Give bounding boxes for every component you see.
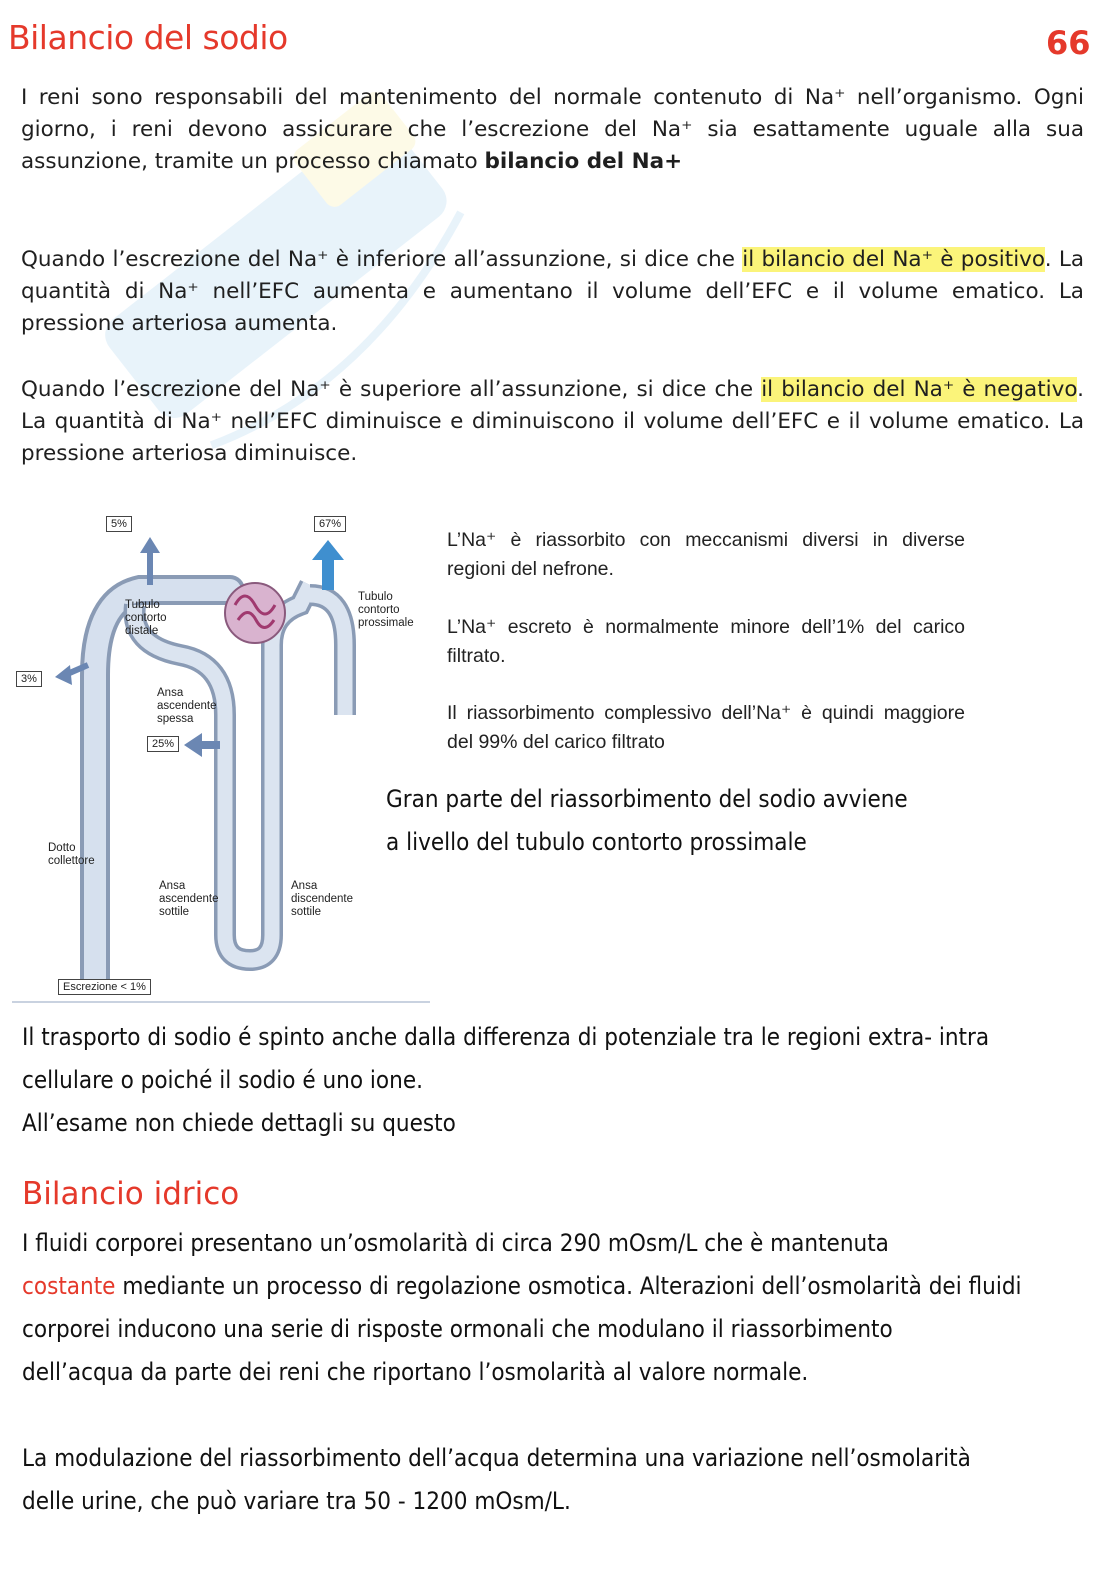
positive-pre: Quando l’escrezione del Na⁺ è inferiore all’assunzione, si dice che: [21, 247, 743, 272]
nephron-diagram: [10, 505, 430, 1005]
negative-pre: Quando l’escrezione del Na⁺ è superiore all’assunzione, si dice che: [21, 377, 762, 402]
side-text-3: Il riassorbimento complessivo dell’Na⁺ è quindi maggiore del 99% del carico filtrato: [447, 702, 965, 753]
label-thick-ascending: Ansa ascendente spessa: [157, 687, 217, 725]
box-67pct: 67%: [314, 516, 346, 532]
label-proximal: Tubulo contorto prossimale: [358, 591, 414, 629]
handnote-proximal: Gran parte del riassorbimento del sodio avviene a livello del tubulo contorto prossimale: [386, 785, 908, 856]
glomerulus: [225, 583, 285, 643]
label-distal: Tubulo contorto distale: [125, 599, 167, 637]
intro-paragraph: [21, 82, 1084, 178]
positive-post: . La quantità di Na⁺ nell’EFC aumenta e aumentano il volume dell’EFC e il volume ematico. La pressione arteriosa aumenta.: [21, 247, 1084, 336]
label-thin-ascending: Ansa ascendente sottile: [159, 880, 219, 918]
positive-balance-paragraph: [21, 244, 1084, 340]
negative-balance-paragraph: [21, 374, 1084, 470]
box-excretion: Escrezione < 1%: [58, 979, 151, 995]
label-collecting-duct: Dotto collettore: [48, 842, 95, 867]
box-3pct: 3%: [16, 671, 42, 687]
page-title: Bilancio del sodio: [8, 18, 288, 57]
intro-bold: bilancio del Na+: [484, 149, 683, 174]
handnote-transport: Il trasporto di sodio é spinto anche dalla differenza di potenziale tra le regioni extra- intra cellulare o poiché il sodio é uno ione. All’esame non chiede dettagli su questo: [22, 1023, 990, 1137]
negative-highlight: il bilancio del Na⁺ è negativo: [761, 377, 1078, 402]
box-25pct: 25%: [147, 736, 179, 752]
keyword-costante: costante: [22, 1272, 116, 1300]
negative-post: . La quantità di Na⁺ nell’EFC diminuisce e diminuiscono il volume dell’EFC e il volume ematico. La pressione arteriosa diminuisce.: [21, 377, 1084, 466]
intro-text: I reni sono responsabili del mantenimento del normale contenuto di Na⁺ nell’organismo. Ogni giorno, i reni devono assicurare che l’escrezione del Na⁺ sia esattamente uguale alla sua assunzione, tramite un processo chiamato: [21, 85, 1084, 174]
side-text-1: L’Na⁺ è riassorbito con meccanismi diversi in diverse regioni del nefrone.: [447, 529, 965, 580]
water-balance-paragraph-2: La modulazione del riassorbimento dell’acqua determina una variazione nell’osmolarità delle urine, che può variare tra 50 - 1200 mOsm/L.: [22, 1444, 971, 1515]
page-number: 66: [1046, 24, 1091, 62]
nephron-drawing: [10, 505, 430, 1005]
water-balance-paragraph-1: I fluidi corporei presentano un’osmolarità di circa 290 mOsm/L che è mantenuta costante mediante un processo di regolazione osmotica. Alterazioni dell’osmolarità dei fluidi corporei inducono una serie di risposte ormonali che modulano il riassorbimento dell’acqua da parte dei reni che riportano l’osmolarità al valore normale.: [22, 1229, 1022, 1386]
side-text-2: L’Na⁺ escreto è normalmente minore dell’1% del carico filtrato.: [447, 616, 965, 667]
box-5pct: 5%: [106, 516, 132, 532]
section-title-water-balance: Bilancio idrico: [22, 1176, 240, 1212]
label-thin-descending: Ansa discendente sottile: [291, 880, 354, 918]
positive-highlight: il bilancio del Na⁺ è positivo: [742, 247, 1045, 272]
